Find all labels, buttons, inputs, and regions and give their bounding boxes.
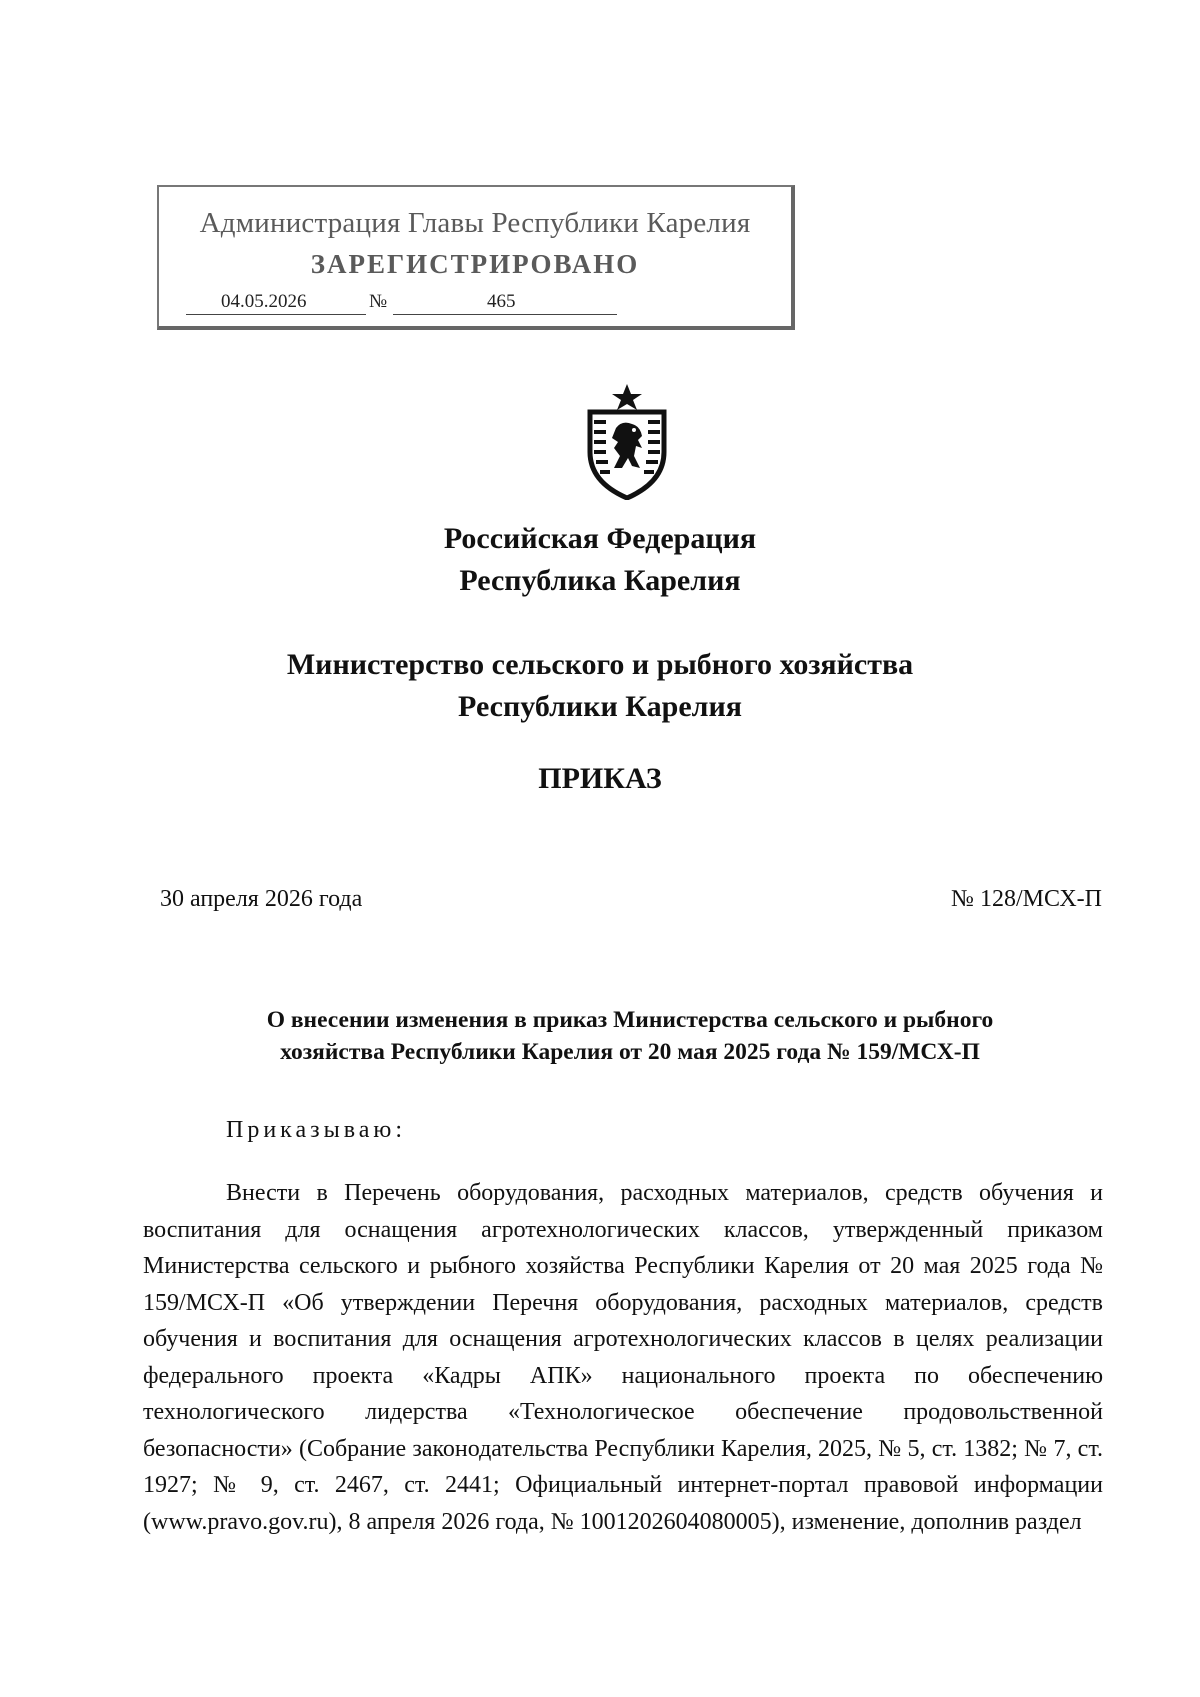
order-word: Приказываю: [226,1117,406,1143]
header-ministry-line2: Республики Карелия [458,690,742,723]
stamp-number-label: № [369,291,388,312]
document-number: № 128/МСХ-П [951,886,1102,912]
stamp-date: 04.05.2026 [186,289,366,315]
stamp-number: 465 [393,289,617,315]
registration-stamp [157,185,795,330]
stamp-status: ЗАРЕГИСТРИРОВАНО [310,249,640,279]
subject-line2: хозяйства Республики Карелия от 20 мая 2025 года № 159/МСХ-П [280,1039,980,1065]
document-subject [160,1004,1100,1068]
document-date: 30 апреля 2026 года [160,886,363,912]
header-republic: Республика Карелия [459,564,741,597]
document-type: ПРИКАЗ [538,762,662,795]
body-paragraph: Внести в Перечень оборудования, расходных материалов, средств обучения и воспитания для оснащения агротехнологических классов, утвержденный приказом Министерства сельского и рыбного хозяйства Республики Карелия от 20 мая 2025 года № 159/МСХ-П «Об утверждении Перечня оборудования, расходных материалов, средств обучения и воспитания для оснащения агротехнологических классов в целях реализации федерального проекта «Кадры АПК» национального проекта по обеспечению технологического лидерства «Технологическое обеспечение продовольственной безопасности» (Собрание законодательства Республики Карелия, 2025, № 5, ст. 1382; № 7, ст. 1927; № 9, ст. 2467, ст. 2441; Официальный интернет-портал правовой информации (www.pravo.gov.ru), 8 апреля 2026 года, № 1001202604080005), изменение, дополнив раздел [143,1180,1103,1535]
header-ministry-line1: Министерство сельского и рыбного хозяйства [286,648,914,681]
header-country: Российская Федерация [443,522,757,555]
karelia-coat-of-arms-icon [582,382,672,500]
stamp-organization: Администрация Главы Республики Карелия [199,207,751,239]
subject-line1: О внесении изменения в приказ Министерства сельского и рыбного [266,1007,994,1033]
